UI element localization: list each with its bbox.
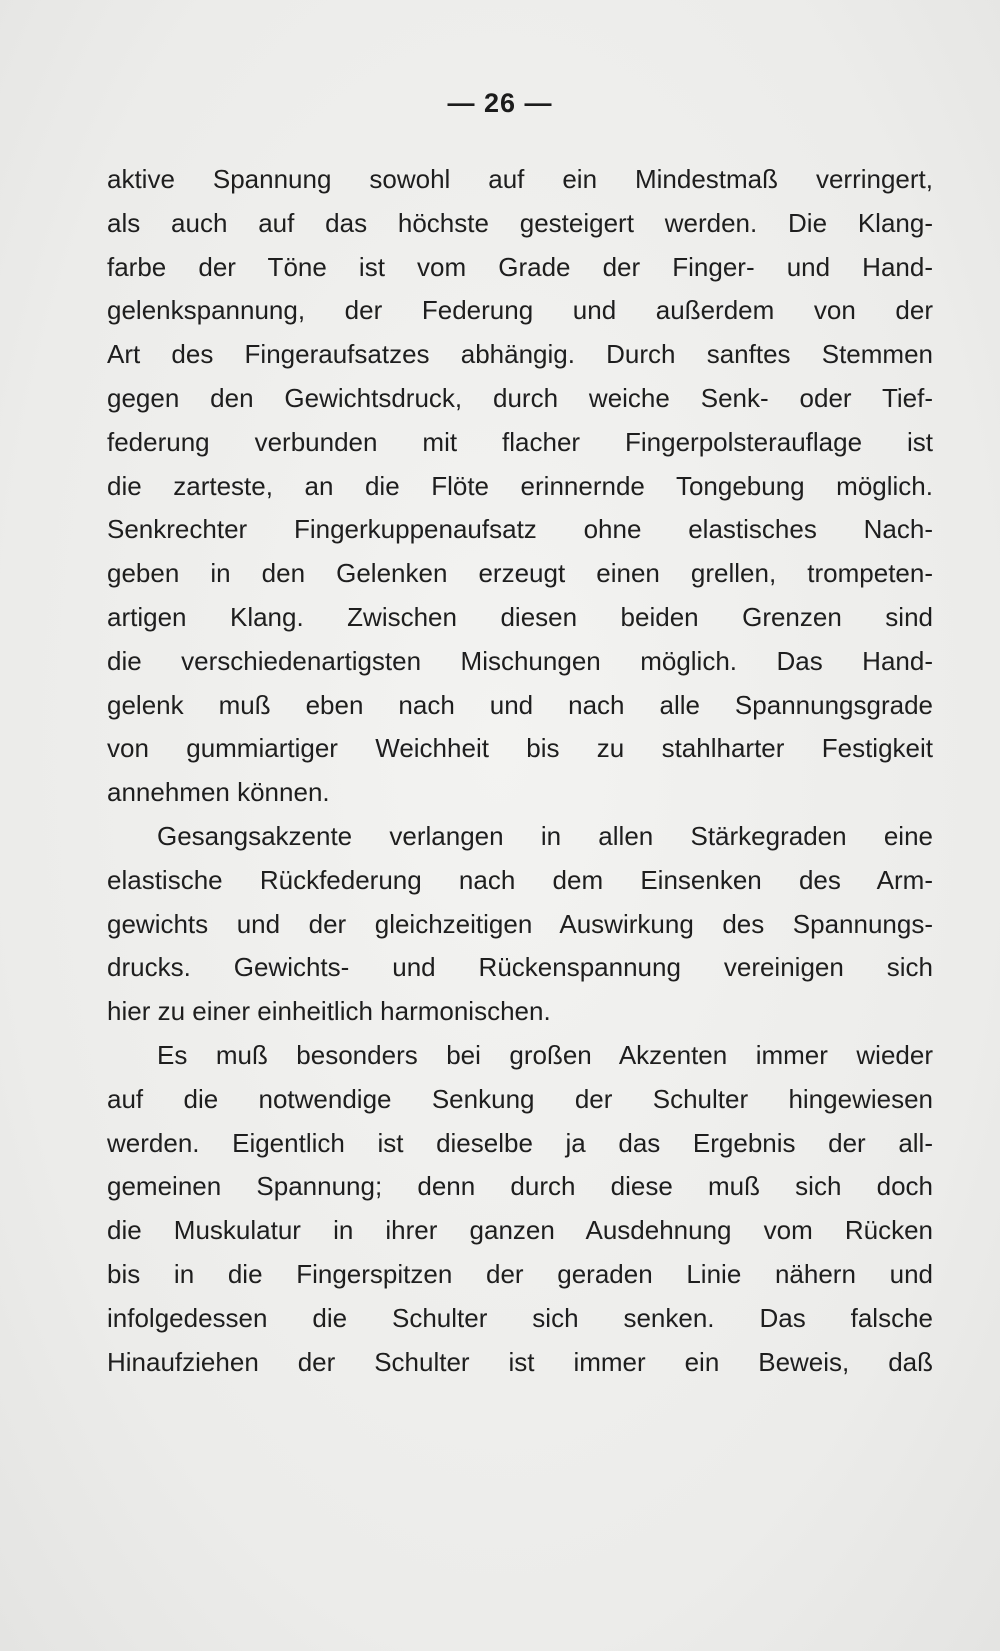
text-line: elastische Rückfederung nach dem Einsenken des Arm- [107, 864, 933, 895]
text-line: die verschiedenartigsten Mischungen möglich. Das Hand- [107, 645, 933, 676]
text-line: gelenkspannung, der Federung und außerdem von der [107, 295, 933, 326]
text-line: gelenk muß eben nach und nach alle Spannungsgrade [107, 689, 933, 720]
text-line: Hinaufziehen der Schulter ist immer ein Beweis, daß [107, 1346, 933, 1377]
text-line: von gummiartiger Weichheit bis zu stahlharter Festigkeit [107, 733, 933, 764]
text-line: infolgedessen die Schulter sich senken. Das falsche [107, 1302, 933, 1333]
text-line: als auch auf das höchste gesteigert werden. Die Klang- [107, 207, 933, 238]
text-line: gewichts und der gleichzeitigen Auswirkung des Spannungs- [107, 908, 933, 939]
text-line: farbe der Töne ist vom Grade der Finger- und Hand- [107, 251, 933, 282]
text-line: Gesangsakzente verlangen in allen Stärkegraden eine [157, 820, 933, 851]
text-line: gegen den Gewichtsdruck, durch weiche Senk- oder Tief- [107, 382, 933, 413]
text-line: auf die notwendige Senkung der Schulter hingewiesen [107, 1083, 933, 1114]
text-line: geben in den Gelenken erzeugt einen grellen, trompeten- [107, 558, 933, 589]
text-line: Senkrechter Fingerkuppenaufsatz ohne elastisches Nach- [107, 514, 933, 545]
text-line: drucks. Gewichts- und Rückenspannung vereinigen sich [107, 952, 933, 983]
text-line: Art des Fingeraufsatzes abhängig. Durch sanftes Stemmen [107, 339, 933, 370]
text-line: die zarteste, an die Flöte erinnernde Tongebung möglich. [107, 470, 933, 501]
text-line: Es muß besonders bei großen Akzenten immer wieder [157, 1039, 933, 1070]
text-line: artigen Klang. Zwischen diesen beiden Grenzen sind [107, 601, 933, 632]
page-number: — 26 — [447, 88, 553, 118]
text-line: werden. Eigentlich ist dieselbe ja das Ergebnis der all- [107, 1127, 933, 1158]
text-line: die Muskulatur in ihrer ganzen Ausdehnung vom Rücken [107, 1215, 933, 1246]
text-line: annehmen können. [107, 777, 330, 808]
text-line: aktive Spannung sowohl auf ein Mindestmaß verringert, [107, 164, 933, 194]
text-line: hier zu einer einheitlich harmonischen. [107, 996, 551, 1027]
text-line: federung verbunden mit flacher Fingerpolsterauflage ist [107, 426, 933, 457]
text-line: bis in die Fingerspitzen der geraden Linie nähern und [107, 1258, 933, 1289]
body-text [107, 158, 933, 1384]
text-line: gemeinen Spannung; denn durch diese muß sich doch [107, 1171, 933, 1202]
